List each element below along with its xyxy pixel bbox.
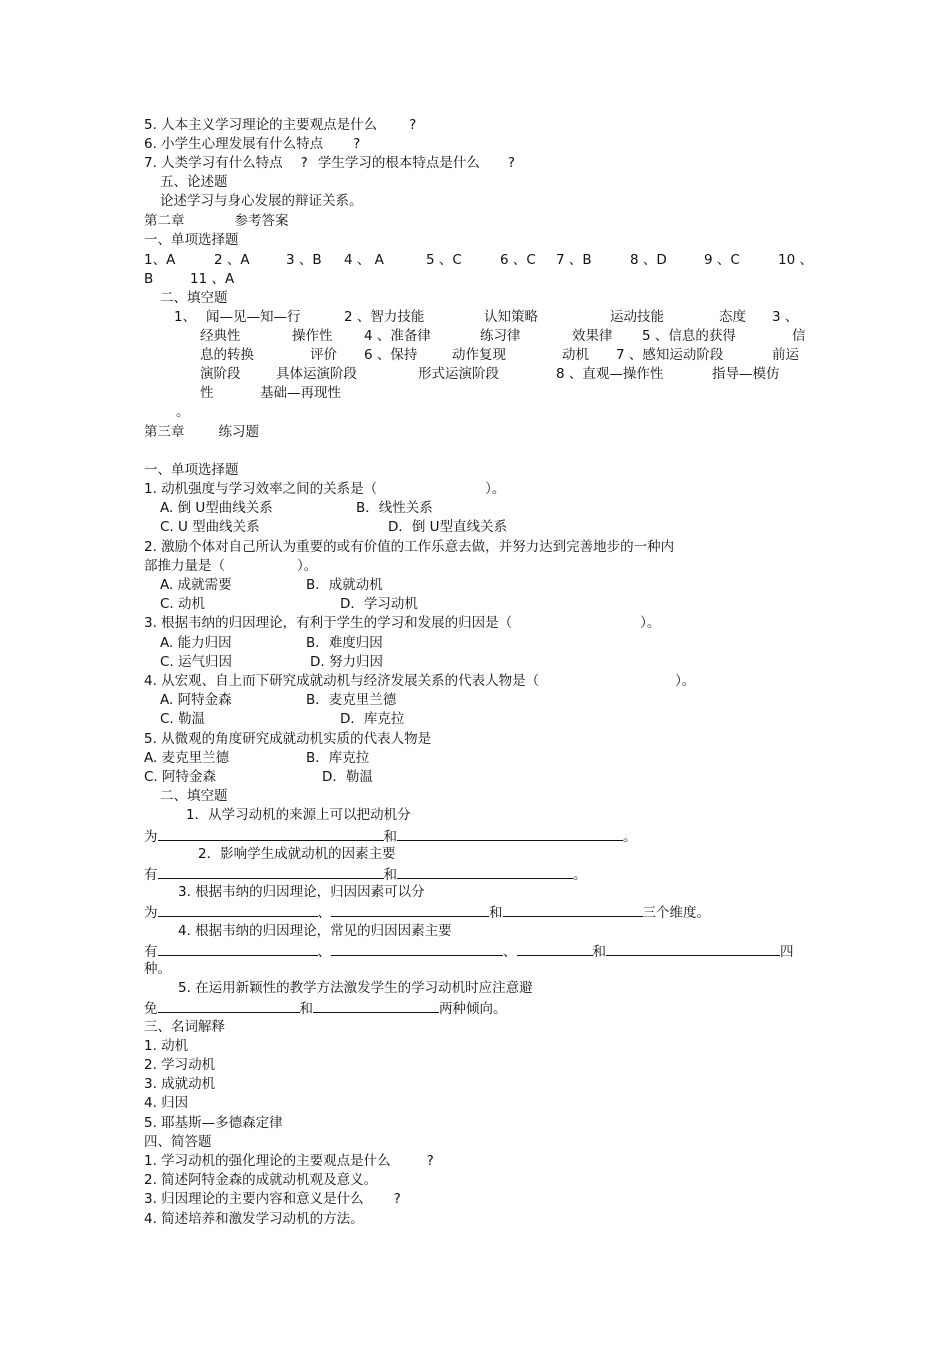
blank-line[interactable]	[503, 902, 643, 917]
short-answer-4: 4. 简述培养和激发学习动机的方法。	[144, 1211, 364, 1227]
short-answer-1: 1. 学习动机的强化理论的主要观点是什么 ?	[144, 1153, 434, 1169]
mc-question-5: 5. 从微观的角度研究成就动机实质的代表人物是	[144, 731, 432, 747]
blank-line[interactable]	[313, 998, 439, 1013]
blank-line[interactable]	[158, 826, 384, 841]
blank-line[interactable]	[397, 826, 623, 841]
short-answer-3: 3. 归因理论的主要内容和意义是什么 ?	[144, 1191, 401, 1207]
mc-question-4: 4. 从宏观、自上而下研究成就动机与经济发展关系的代表人物是（ ）。	[144, 673, 696, 689]
short-answer-2: 2. 简述阿特金森的成就动机观及意义。	[144, 1172, 378, 1188]
mc-question-3-options-cd: C. 运气归因 D. 努力归因	[160, 654, 383, 670]
mc-question-4-options-cd: C. 勒温 D．库克拉	[160, 711, 405, 727]
mc-question-4-options-ab: A. 阿特金森 B．麦克里兰德	[160, 692, 397, 708]
chapter3-title: 第三章 练习题	[144, 424, 259, 440]
term-item: 4. 归因	[144, 1095, 189, 1111]
fill-question-4-end: 种。	[144, 961, 171, 977]
mc-question-2-options-ab: A. 成就需要 B．成就动机	[160, 577, 383, 593]
fill-question-5-stem: 5. 在运用新颖性的教学方法激发学生的学习动机时应注意避	[178, 980, 533, 996]
section-heading-essay: 五、论述题	[160, 174, 228, 190]
blank-line[interactable]	[606, 941, 780, 956]
ch3-section-heading-terms: 三、名词解释	[144, 1019, 225, 1035]
fill-question-5-blanks: 免 和 两种倾向。	[144, 998, 507, 1017]
mc-question-2-line-2: 部推力量是（ ）。	[144, 558, 318, 574]
ch3-section-heading-short-answer: 四、简答题	[144, 1134, 212, 1150]
term-item: 5. 耶基斯—多德森定律	[144, 1115, 283, 1131]
term-item: 3. 成就动机	[144, 1076, 216, 1092]
mc-question-2-line-1: 2. 激励个体对自己所认为重要的或有价值的工作乐意去做，并努力达到完善地步的一种内	[144, 539, 675, 555]
essay-question: 论述学习与身心发展的辩证关系。	[160, 193, 363, 209]
fill-answer-line-5: 性 基础—再现性	[200, 385, 341, 401]
mc-question-5-options-cd: C. 阿特金森 D．勒温	[144, 769, 373, 785]
term-item: 1. 动机	[144, 1038, 189, 1054]
ch2-question-7: 7. 人类学习有什么特点 ? 学生学习的根本特点是什么 ?	[144, 155, 516, 171]
ch2-question-5: 5. 人本主义学习理论的主要观点是什么 ?	[144, 117, 417, 133]
fill-answer-line-4: 演阶段 具体运演阶段 形式运演阶段 8 、直观—操作性 指导—模仿	[200, 366, 780, 382]
fill-answer-line-1: 1、 闻—见—知—行 2 、智力技能 认知策略 运动技能 态度 3 、	[174, 309, 799, 325]
ch3-section-heading-single-choice: 一、单项选择题	[144, 462, 239, 478]
mc-question-3-options-ab: A. 能力归因 B．难度归因	[160, 635, 383, 651]
section-heading-fill-blank: 二、填空题	[160, 290, 228, 306]
blank-line[interactable]	[158, 998, 300, 1013]
fill-answer-line-2: 经典性 操作性 4 、准备律 练习律 效果律 5 、信息的获得 信	[200, 328, 806, 344]
fill-question-3-stem: 3. 根据韦纳的归因理论，归因因素可以分	[178, 884, 425, 900]
mc-question-1-options-cd: C. U 型曲线关系 D．倒 U型直线关系	[160, 519, 508, 535]
fill-question-4-stem: 4. 根据韦纳的归因理论，常见的归因因素主要	[178, 923, 452, 939]
term-item: 2. 学习动机	[144, 1057, 216, 1073]
blank-line[interactable]	[331, 902, 489, 917]
answer-row-1: 1、A 2 、A 3 、B 4 、 A 5 、C 6 、C 7 、B 8 、D 9 、C 10 、	[144, 252, 813, 268]
answer-row-2: B 11 、A	[144, 271, 235, 287]
blank-line[interactable]	[158, 902, 318, 917]
fill-question-4-blanks: 有 、 、 和 四	[144, 941, 794, 960]
chapter2-answers-title: 第二章 参考答案	[144, 213, 289, 229]
ch3-section-heading-fill-blank: 二、填空题	[160, 788, 228, 804]
mc-question-1-options-ab: A. 倒 U型曲线关系 B．线性关系	[160, 500, 433, 516]
fill-question-1-stem: 1．从学习动机的来源上可以把动机分	[186, 807, 411, 823]
fill-answer-line-3: 息的转换 评价 6 、保持 动作复现 动机 7 、感知运动阶段 前运	[200, 347, 799, 363]
fill-question-2-stem: 2．影响学生成就动机的因素主要	[198, 846, 396, 862]
mc-question-3: 3. 根据韦纳的归因理论，有利于学生的学习和发展的归因是（ ）。	[144, 615, 661, 631]
fill-question-1-blanks: 为 和 。	[144, 826, 637, 845]
mc-question-5-options-ab: A. 麦克里兰德 B．库克拉	[144, 750, 370, 766]
blank-line[interactable]	[397, 864, 573, 879]
fill-question-3-blanks: 为 、 和 三个维度。	[144, 902, 710, 921]
section-heading-single-choice: 一、单项选择题	[144, 232, 239, 248]
ch2-question-6: 6. 小学生心理发展有什么特点 ?	[144, 136, 361, 152]
fill-answer-end-mark: 。	[176, 404, 190, 420]
blank-line[interactable]	[517, 941, 593, 956]
fill-question-2-blanks: 有 和 。	[144, 864, 587, 883]
blank-line[interactable]	[158, 941, 318, 956]
blank-line[interactable]	[158, 864, 384, 879]
mc-question-1: 1. 动机强度与学习效率之间的关系是（ ）。	[144, 481, 506, 497]
mc-question-2-options-cd: C. 动机 D．学习动机	[160, 596, 418, 612]
blank-line[interactable]	[331, 941, 503, 956]
